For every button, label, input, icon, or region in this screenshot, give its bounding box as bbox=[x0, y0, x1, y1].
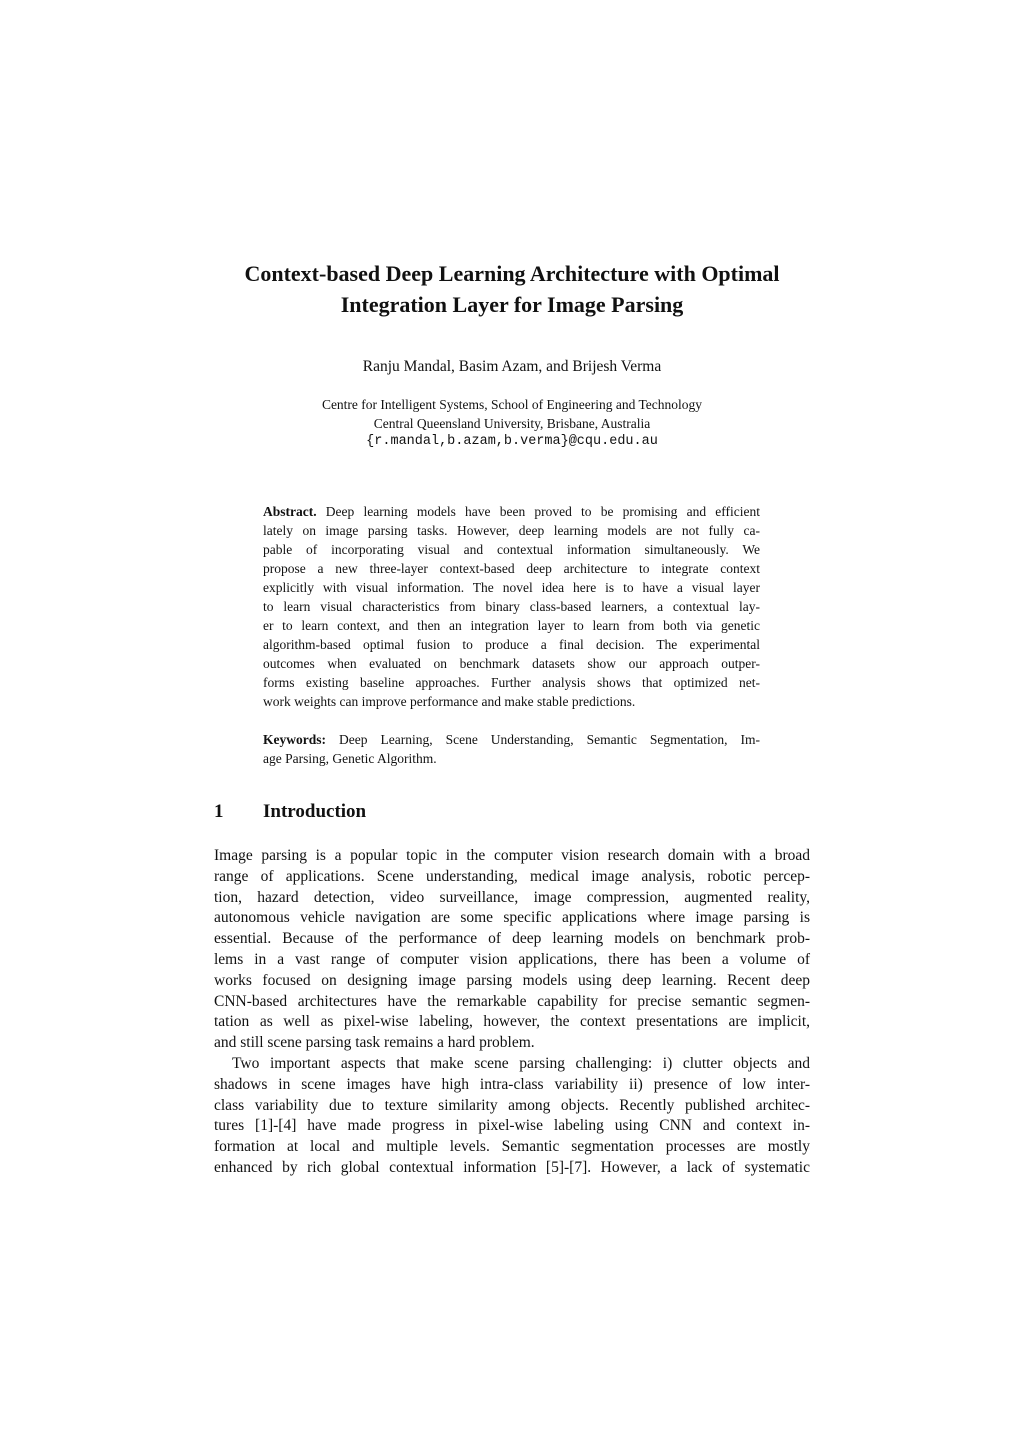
body-line: tation as well as pixel-wise labeling, however, the context presentations are implicit, bbox=[214, 1013, 810, 1031]
abstract-line: forms existing baseline approaches. Further analysis shows that optimized net- bbox=[263, 675, 760, 690]
abstract-line: propose a new three-layer context-based deep architecture to integrate context bbox=[263, 561, 760, 576]
body-line: shadows in scene images have high intra-class variability ii) presence of low inter- bbox=[214, 1075, 810, 1093]
body-line: formation at local and multiple levels. Semantic segmentation processes are mostly bbox=[214, 1138, 810, 1156]
section-number: 1 bbox=[214, 801, 224, 822]
title-line: Context-based Deep Learning Architecture with Optimal bbox=[244, 261, 780, 286]
affiliation-line: Centre for Intelligent Systems, School of Engineering and Technology bbox=[321, 397, 703, 412]
author-emails: {r.mandal,b.azam,b.verma}@cqu.edu.au bbox=[366, 434, 658, 449]
abstract-line: outcomes when evaluated on benchmark datasets show our approach outper- bbox=[263, 656, 760, 671]
abstract-line: explicitly with visual information. The novel idea here is to have a visual layer bbox=[263, 580, 760, 595]
keywords-block bbox=[263, 730, 760, 768]
abstract-line: lately on image parsing tasks. However, deep learning models are not fully ca- bbox=[263, 523, 760, 538]
abstract-line: algorithm-based optimal fusion to produce a final decision. The experimental bbox=[263, 637, 760, 652]
keywords-line bbox=[263, 730, 760, 749]
keywords-line: age Parsing, Genetic Algorithm. bbox=[263, 751, 437, 766]
abstract-line: work weights can improve performance and make stable predictions. bbox=[263, 694, 636, 709]
author-list: Ranju Mandal, Basim Azam, and Brijesh Verma bbox=[362, 358, 662, 375]
body-line: range of applications. Scene understanding, medical image analysis, robotic percep- bbox=[214, 867, 810, 885]
section-heading-introduction bbox=[214, 799, 814, 825]
keywords-label: Keywords: bbox=[263, 732, 326, 747]
abstract-line: er to learn context, and then an integration layer to learn from both via genetic bbox=[263, 618, 760, 633]
body-line: tion, hazard detection, video surveillance, image compression, augmented reality, bbox=[214, 888, 810, 906]
body-line: works focused on designing image parsing models using deep learning. Recent deep bbox=[214, 971, 810, 989]
abstract-label: Abstract. bbox=[263, 504, 317, 519]
affiliation-block bbox=[212, 396, 812, 452]
body-line: CNN-based architectures have the remarkable capability for precise semantic segmen- bbox=[214, 992, 810, 1010]
abstract-block bbox=[263, 502, 760, 711]
abstract-line bbox=[263, 502, 760, 521]
body-line: Image parsing is a popular topic in the computer vision research domain with a broad bbox=[214, 847, 810, 864]
body-line: enhanced by rich global contextual information [5]-[7]. However, a lack of systematic bbox=[214, 1158, 810, 1176]
body-line: Two important aspects that make scene parsing challenging: i) clutter objects and bbox=[232, 1054, 810, 1072]
body-line: and still scene parsing task remains a hard problem. bbox=[214, 1034, 535, 1052]
body-line: autonomous vehicle navigation are some specific applications where image parsing is bbox=[214, 909, 810, 927]
body-line: essential. Because of the performance of deep learning models on benchmark prob- bbox=[214, 930, 810, 948]
body-line: class variability due to texture similarity among objects. Recently published architec- bbox=[214, 1096, 810, 1114]
keywords-text: Deep Learning, Scene Understanding, Semantic Segmentation, Im- bbox=[326, 732, 760, 747]
abstract-text: Deep learning models have been proved to be promising and efficient bbox=[316, 504, 760, 519]
introduction-body bbox=[214, 846, 810, 1179]
abstract-line: pable of incorporating visual and contextual information simultaneously. We bbox=[263, 542, 760, 557]
title-line: Integration Layer for Image Parsing bbox=[340, 292, 684, 317]
section-title: Introduction bbox=[263, 801, 367, 822]
body-line: tures [1]-[4] have made progress in pixel-wise labeling using CNN and context in- bbox=[214, 1117, 810, 1135]
abstract-line: to learn visual characteristics from binary class-based learners, a contextual lay- bbox=[263, 599, 760, 614]
paper-title bbox=[180, 258, 844, 320]
body-line: lems in a vast range of computer vision applications, there has been a volume of bbox=[214, 950, 810, 968]
affiliation-line: Central Queensland University, Brisbane, Australia bbox=[373, 415, 651, 431]
